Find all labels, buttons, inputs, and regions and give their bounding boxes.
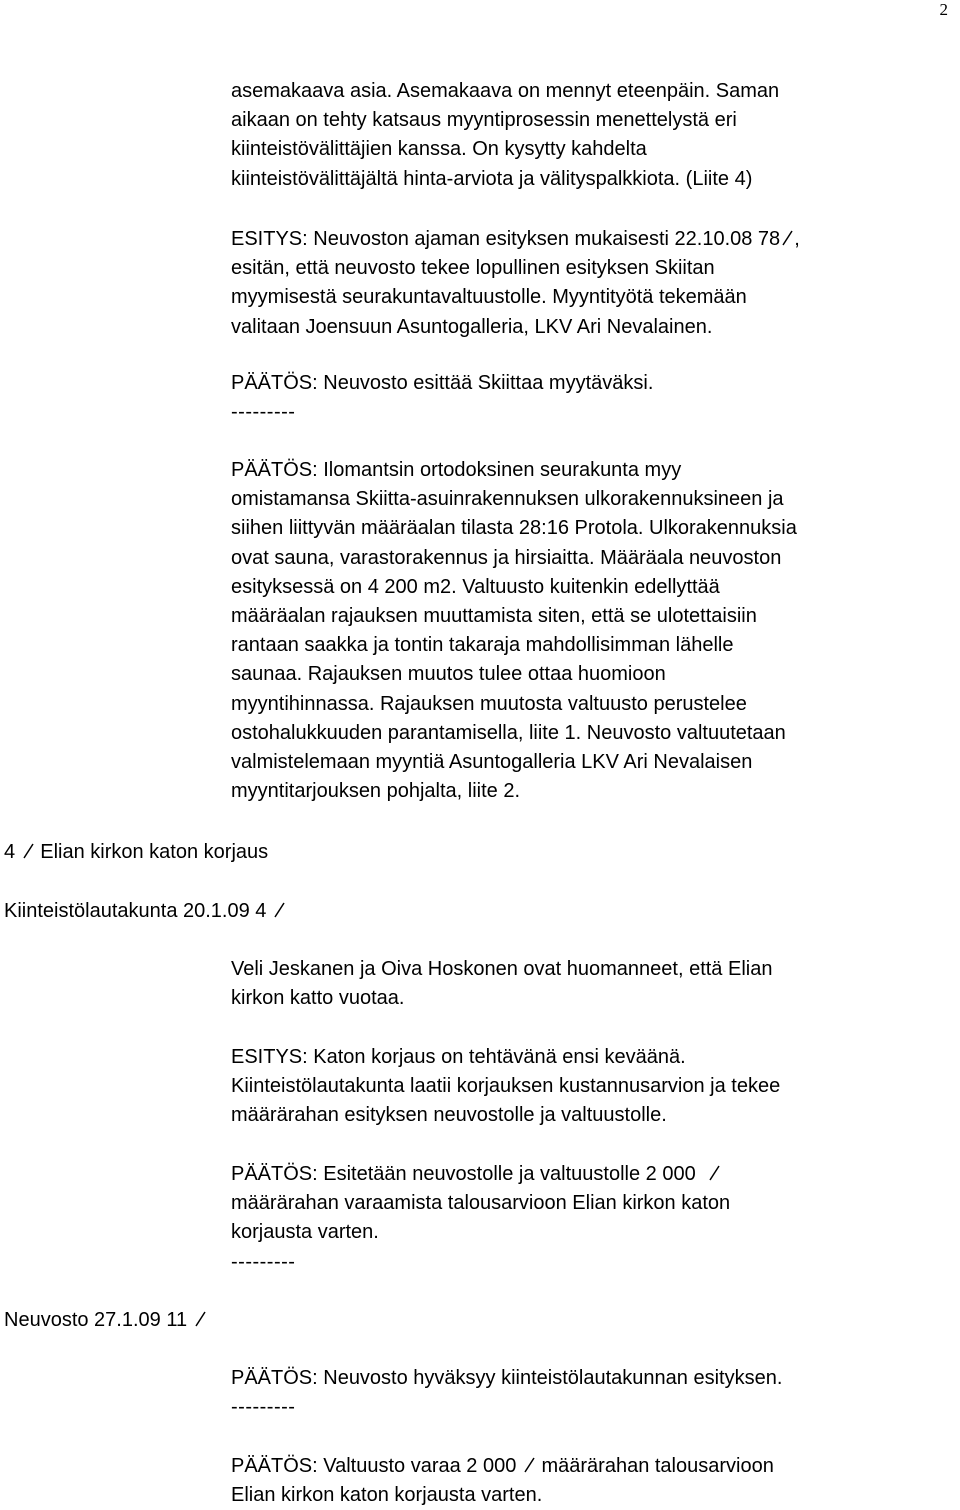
paatos-paragraph	[231, 1452, 951, 1510]
text-line: ostohalukkuuden parantamisella, liite 1. Neuvosto valtuutetaan	[231, 721, 786, 744]
paatos-paragraph	[231, 369, 951, 427]
page-number: 2	[939, 0, 948, 19]
report-paragraph	[231, 955, 951, 1013]
euro-mark-icon	[522, 1456, 536, 1474]
text-line	[231, 225, 951, 254]
text-line: kiinteistövälittäjien kanssa. On kysytty kahdelta	[231, 138, 647, 161]
text-line: saunaa. Rajauksen muutos tulee ottaa huomioon	[231, 663, 666, 686]
text-line: PÄÄTÖS: Neuvosto esittää Skiittaa myytäväksi.	[231, 372, 654, 394]
text-line: PÄÄTÖS: Neuvosto hyväksyy kiinteistölautakunnan esityksen.	[231, 1367, 783, 1389]
section-mark-icon	[193, 1310, 207, 1328]
text-line: korjausta varten.	[231, 1221, 379, 1244]
text-line: aikaan on tehty katsaus myyntiprosessin menettelystä eri	[231, 109, 737, 132]
separator: ---------	[231, 1396, 296, 1419]
text-line: esitän, että neuvosto tekee lopullinen esityksen Skiitan	[231, 257, 715, 280]
section-number: 4	[4, 841, 16, 863]
text-line: valmistelemaan myyntiä Asuntogalleria LKV Ari Nevalaisen	[231, 751, 753, 774]
separator: ---------	[231, 401, 296, 424]
paatos-paragraph	[231, 456, 951, 806]
text-fragment: ,	[794, 228, 800, 250]
text-line	[231, 1160, 951, 1189]
section-mark-icon	[780, 229, 794, 247]
text-fragment: PÄÄTÖS: Esitetään neuvostolle ja valtuustolle 2 000	[231, 1163, 696, 1185]
text-line: Kiinteistölautakunta laatii korjauksen kustannusarvion ja tekee	[231, 1075, 781, 1098]
meeting-reference: Kiinteistölautakunta 20.1.09 4	[4, 900, 267, 922]
text-line: asemakaava asia. Asemakaava on mennyt eteenpäin. Saman	[231, 80, 780, 102]
section-mark-icon	[21, 842, 35, 860]
euro-mark-icon	[707, 1164, 721, 1182]
text-line: Veli Jeskanen ja Oiva Hoskonen ovat huomanneet, että Elian	[231, 958, 773, 980]
esitys-paragraph	[231, 225, 951, 342]
section-title: Elian kirkon katon korjaus	[40, 841, 269, 863]
council-meeting-label	[4, 1306, 207, 1335]
text-line: ESITYS: Katon korjaus on tehtävänä ensi keväänä.	[231, 1046, 686, 1068]
intro-paragraph	[231, 77, 951, 194]
text-line: PÄÄTÖS: Ilomantsin ortodoksinen seurakunta myy	[231, 459, 682, 481]
text-fragment: PÄÄTÖS: Valtuusto varaa 2 000	[231, 1455, 517, 1477]
paatos-paragraph	[231, 1364, 951, 1422]
meeting-reference: Neuvosto 27.1.09 11	[4, 1309, 188, 1331]
text-line: määrärahan varaamista talousarvioon Elian kirkon katon	[231, 1192, 731, 1215]
esitys-paragraph	[231, 1043, 951, 1131]
text-line: siihen liittyvän määräalan tilasta 28:16 Protola. Ulkorakennuksia	[231, 517, 797, 540]
section-heading	[4, 838, 268, 867]
paatos-paragraph	[231, 1160, 951, 1277]
text-fragment: määrärahan talousarvioon	[541, 1455, 774, 1477]
separator: ---------	[231, 1250, 296, 1273]
text-line: rantaan saakka ja tontin takaraja mahdollisimman lähelle	[231, 634, 734, 657]
text-line: määräalan rajauksen muuttamista siten, että se ulotettaisiin	[231, 605, 757, 628]
text-line	[231, 1452, 951, 1481]
text-line: ovat sauna, varastorakennus ja hirsiaitta. Määräala neuvoston	[231, 546, 782, 569]
text-line: esityksessä on 4 200 m2. Valtuusto kuitenkin edellyttää	[231, 575, 720, 598]
text-line: myyntihinnassa. Rajauksen muutosta valtuusto perustelee	[231, 692, 747, 715]
text-line: omistamansa Skiitta-asuinrakennuksen ulkorakennuksineen ja	[231, 488, 784, 511]
text-line: määrärahan esityksen neuvostolle ja valtuustolle.	[231, 1104, 667, 1127]
text-line: Elian kirkon katon korjausta varten.	[231, 1484, 543, 1507]
section-mark-icon	[272, 901, 286, 919]
text-line: myymisestä seurakuntavaltuustolle. Myyntityötä tekemään	[231, 286, 747, 309]
text-fragment: ESITYS: Neuvoston ajaman esityksen mukaisesti 22.10.08 78	[231, 228, 781, 250]
text-line: myyntitarjouksen pohjalta, liite 2.	[231, 780, 521, 803]
text-line: valitaan Joensuun Asuntogalleria, LKV Ari Nevalainen.	[231, 315, 713, 338]
text-line: kirkon katto vuotaa.	[231, 987, 405, 1010]
text-line: kiinteistövälittäjältä hinta-arviota ja välityspalkkiota. (Liite 4)	[231, 167, 753, 190]
board-meeting-label	[4, 897, 286, 926]
